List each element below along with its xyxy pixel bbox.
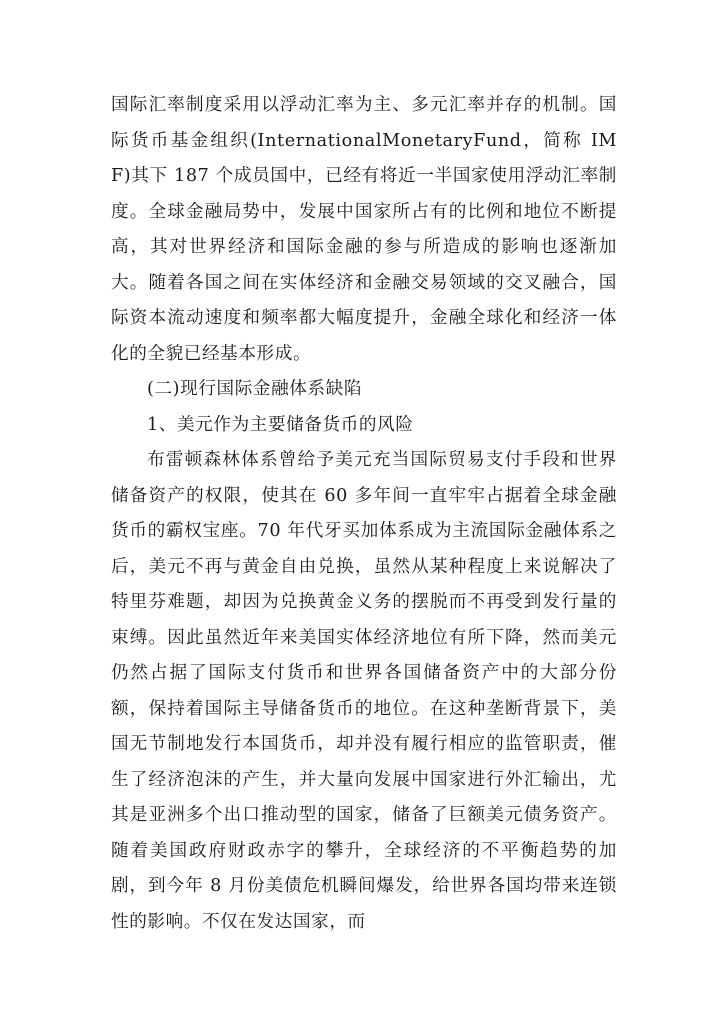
paragraph-bretton-woods: 布雷顿森林体系曾给予美元充当国际贸易支付手段和世界储备资产的权限，使其在 60 多年间一直牢牢占据着全球金融货币的霸权宝座。70 年代牙买加体系成为主流国际金融体系之后，美元不再与黄金自由兑换，虽然从某种程度上来说解决了特里芬难题，却因为兑换黄金义务的摆脱而不再受到发行量的束缚。因此虽然近年来美国实体经济地位有所下降，然而美元仍然占据了国际支付货币和世界各国储备资产中的大部分份额，保持着国际主导储备货币的地位。在这种垄断背景下，美国无节制地发行本国货币，却并没有履行相应的监管职责，催生了经济泡沫的产生，并大量向发展中国家进行外汇输出，尤其是亚洲多个出口推动型的国家，储备了巨额美元债务资产。随着美国政府财政赤字的攀升，全球经济的不平衡趋势的加剧，到今年 8 月份美债危机瞬间爆发，给世界各国均带来连锁性的影响。不仅在发达国家，而 — [111, 450, 617, 932]
paragraph-exchange-rate-system: 国际汇率制度采用以浮动汇率为主、多元汇率并存的机制。国际货币基金组织(InternationalMonetaryFund，简称 IMF)其下 187 个成员国中，已经有将近一半国家使用浮动汇率制度。全球金融局势中，发展中国家所占有的比例和地位不断提高，其对世界经济和国际金融的参与所造成的影响也逐渐加大。随着各国之间在实体经济和金融交易领域的交叉融合，国际资本流动速度和频率都大幅度提升，金融全球化和经济一体化的全貌已经基本形成。 — [111, 95, 617, 364]
section-heading-defects: (二)现行国际金融体系缺陷 — [147, 379, 363, 399]
document-body — [111, 88, 617, 940]
subsection-heading-dollar-risk: 1、美元作为主要储备货币的风险 — [147, 414, 414, 435]
